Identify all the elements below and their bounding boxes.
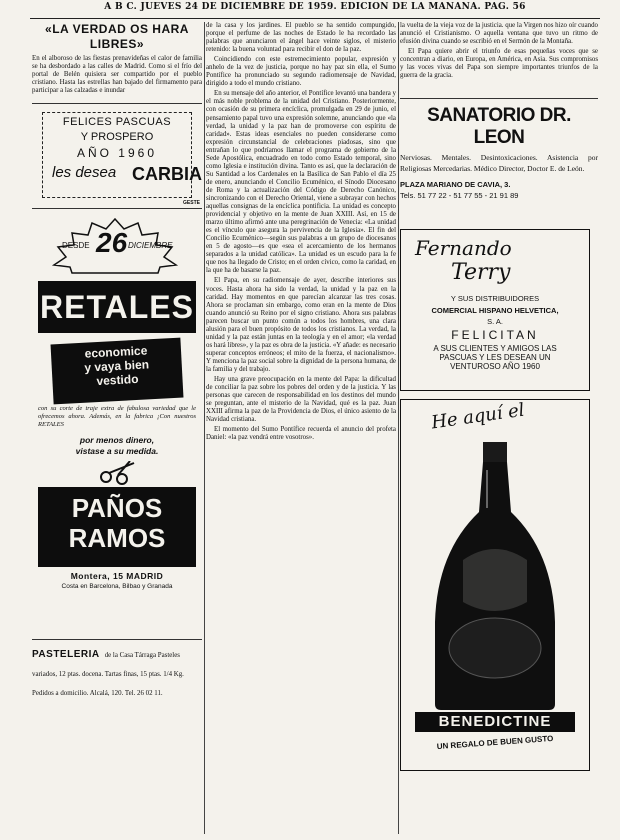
article-left — [32, 22, 202, 95]
page-header: A B C. JUEVES 24 DE DICIEMBRE DE 1959. EDICION DE LA MAÑANA. PAG. 56 — [104, 2, 526, 12]
ad-terry-brand-2: Terry — [451, 260, 511, 286]
ad-benedictine-brand: BENEDICTINE — [415, 712, 575, 732]
ad-carbia-line2: Y PROSPERO — [80, 131, 154, 144]
ad-carbia-footer: GESTE — [183, 200, 200, 207]
ad-retales-branches: Costa en Barcelona, Bilbao y Granada — [61, 583, 173, 591]
ad-carbia-line1: FELICES PASCUAS — [62, 116, 172, 129]
ad-pasteleria — [32, 639, 202, 699]
ad-terry — [400, 229, 590, 391]
ad-retales-badge-month: DICIEMBRE — [128, 241, 173, 251]
article-left-body: En el alboroso de las fiestas prenavideñas el calor de familia se ha desbordado a las calles de Madrid. Como si el frío del portal de Belén quisiera ser compartido por el pueblo cristiano. Hasta las estrellas han bajado del firmamento para participar a las calzadas e inundar — [32, 55, 202, 95]
article-center-p2: En su mensaje del año anterior, el Pontífice levantó una bandera y el más noble problema de la unidad del Cristiano. Posteriormente, con ocasión de su primera encíclica, promulgada en 29 de junio, el pensamiento papal tuvo una expresión solemne, anunciando que «la verdad, la unidad y la paz han de promoverse con espíritu de caridad». Estas ideas esenciales no pueden considerarse como expresión circunstancial de celebraciones piadosas, sino que entrañan lo que podríamos llamar el programa de gobierno de la Sede Apostólica, encuadrado en todo como Estado temporal, sino como Iglesia e institución divina. Tanto es así, que la declaración de Su Santidad a los Cardenales en la Basílica de San Pablo el día 25 de enero, anunciando el Concilio Ecuménico, el Sínodo Diocesano de Roma y la actualización del Código de Derecho Canónico, sincronizando con el Derecho Oriental, viene a subrayar con hechos aquellas consignas de la encíclica pontificia. La unidad es concepto providencial y objetivo en la mente de Juan XXIII. Así, en 15 de marzo último afirmó ante una peregrinación de Venecia: «La unidad es el vínculo que asegura la pervivencia de la Iglesia». El fin del Concilio Ecuménico—según sus palabras a un grupo de diocesanos en 5 de agosto—es que «sea el acercamiento de los hermanos separados a la unidad católica». La unidad es un escudo para la fe que nos ha llegado de Cristo; en el orden cívico, como la caridad, en la que ha de basarse la paz. — [206, 90, 396, 275]
ad-retales-tagline-1: por menos dinero, — [79, 435, 155, 446]
scissors-icon — [98, 461, 138, 489]
ad-terry-text — [401, 294, 589, 371]
ad-retales-badge-top: DESDE — [62, 241, 90, 251]
article-right-p2: El Papa quiere abrir el triunfo de esas pequeñas voces que se concentran a diario, en Europa, en América, en Asia. Sus compromisos y las voces vivas del Papa son siempre importantes triunfos de la guerra de la gracia. — [400, 48, 598, 80]
ad-retales-badge — [40, 217, 190, 275]
ad-sanatorio-address: PLAZA MARIANO DE CAVIA, 3. — [400, 180, 511, 190]
ad-retales-brand-box — [38, 487, 196, 567]
header-rule — [30, 18, 600, 19]
ad-retales-tagline-2: vistase a su medida. — [75, 446, 159, 457]
article-right-p1: la vuelta de la vieja voz de la justicia. que la Virgen nos hizo oír cuando anunció el Cristianismo. O aquella ventana que tuvo un ritmo de efusión divina cuando se escribió en el Sermón de la Montaña. — [400, 22, 598, 46]
left-column — [32, 22, 202, 699]
ad-pasteleria-body: de la Casa Tárraga Pasteles variados, 12 ptas. docena. Tartas finas, 15 ptas. 1/4 Kg. Pedidos a domicilio. Alcalá, 120. Tel. 26 02 11. — [32, 652, 184, 698]
ad-retales-title: RETALES — [38, 281, 196, 333]
ad-carbia-line3: AÑO 1960 — [76, 146, 158, 161]
article-left-title-1: «LA VERDAD OS HARA — [45, 22, 189, 36]
ad-pasteleria-name: PASTELERIA — [32, 649, 100, 661]
center-column — [206, 22, 396, 444]
article-left-title-2: LIBRES» — [89, 37, 145, 51]
right-column — [400, 22, 598, 771]
column-divider — [204, 22, 205, 834]
ad-retales-badge-num: 26 — [96, 227, 128, 259]
ad-retales — [32, 208, 202, 639]
ad-terry-line4: FELICITAN — [451, 328, 539, 343]
ad-terry-line1: Y SUS DISTRIBUIDORES — [450, 294, 540, 304]
ad-retales-banner-1: economice — [84, 343, 148, 361]
article-center-top: de la casa y los jardines. El pueblo se ha sentido compungido, porque el perfume de las noches de Estado le ha recordado las palabras que anunciaron el ángel hace veinte siglos, el misterio retenido: la buena voluntad para recibir el don de la paz. — [206, 22, 396, 54]
bottle-icon — [423, 442, 567, 712]
ad-benedictine-top: He aquí el — [429, 399, 526, 434]
article-center-p1: Coincidiendo con este estremecimiento popular, expresión y anhelo de la vez de justicia, porque no hay paz sin ella, el Sumo Pontífice ha pronunciado su segundo radiomensaje de Navidad, dirigido a todo el mundo cristiano. — [206, 56, 396, 88]
ad-terry-line5: A SUS CLIENTES Y AMIGOS LAS — [433, 344, 557, 354]
article-center-p4: Hay una grave preocupación en la mente del Papa: la dificultad de conciliar la paz sobre los pobres del orden y de la justicia. Y las personas que carecen de responsabilidad en los destinos del mundo se preguntan, ante el misterio de la Navidad, qué es la paz. Juan XXIII afirma la paz de la Providencia de Dios, el único asiento de la Navidad cristiana. — [206, 376, 396, 424]
article-center-p5: El momento del Sumo Pontífice recuerda el anuncio del profeta Daniel: «la paz vendrá entre vosotros». — [206, 426, 396, 442]
ad-benedictine — [400, 399, 590, 771]
ad-retales-banner — [51, 338, 184, 405]
ad-retales-brand-1: PAÑOS — [71, 493, 163, 524]
ad-carbia-line4: les desea — [52, 164, 117, 182]
ad-carbia-brand: CARBIA — [132, 164, 202, 185]
ad-terry-line3: S. A. — [487, 317, 503, 327]
ad-sanatorio-phones: Tels. 51 77 22 - 51 77 55 - 21 91 89 — [400, 191, 519, 201]
ad-retales-brand-2: RAMOS — [68, 523, 166, 554]
ad-sanatorio-body: Nerviosas. Mentales. Desintoxicaciones. Asistencia por Religiosas Mercedarias. Médico Director, Doctor E. de León. — [400, 153, 598, 173]
ad-terry-line2: COMERCIAL HISPANO HELVETICA, — [431, 306, 559, 316]
ad-terry-line6: PASCUAS Y LES DESEAN UN — [439, 353, 551, 363]
ad-retales-banner-3: vestido — [96, 372, 139, 389]
ad-sanatorio — [400, 98, 598, 223]
ad-retales-address: Montera, 15 MADRID — [70, 571, 164, 582]
ad-terry-line7: VENTUROSO AÑO 1960 — [450, 362, 540, 372]
ad-terry-brand-1: Fernando — [415, 236, 512, 261]
column-divider — [398, 22, 399, 834]
ad-retales-body: con su corte de traje extra de fabulosa variedad que le ofrecemos ahora. Además, en la fabrica ¡Con nuestros RETALES — [38, 405, 196, 429]
ad-retales-banner-2: y vaya bien — [84, 357, 150, 375]
ad-benedictine-tagline: UN REGALO DE BUEN GUSTO — [436, 734, 554, 752]
ad-carbia — [32, 103, 202, 208]
ad-sanatorio-title: SANATORIO DR. LEON — [427, 105, 571, 149]
article-center-p3: El Papa, en su radiomensaje de ayer, describe interiores sus voces. Hasta ahora ha sido la verdad, la unidad y la paz en la caridad. Hay momentos en que parecían alcanzar las tres cosas. Ahora se proclaman sin embargo, como eran en la mente de Dios cuando anunció su Reino por el signo cristiano. Ahora sus palabras parecen buscar un punto común a todos los hombres, una clara alusión para el buen propósito de todos los cristianos. La verdad, la unidad y la paz están juntas en la teología y en el amor; «la verdad os hará libres», y la paz es obra de la justicia. «Y añade: es necesario superar conceptos erróneos; el mito de la fuerza, el nacionalismo». Y menciona la paz social sobre la dignidad de la persona humana, de la familia y del trabajo. — [206, 277, 396, 373]
